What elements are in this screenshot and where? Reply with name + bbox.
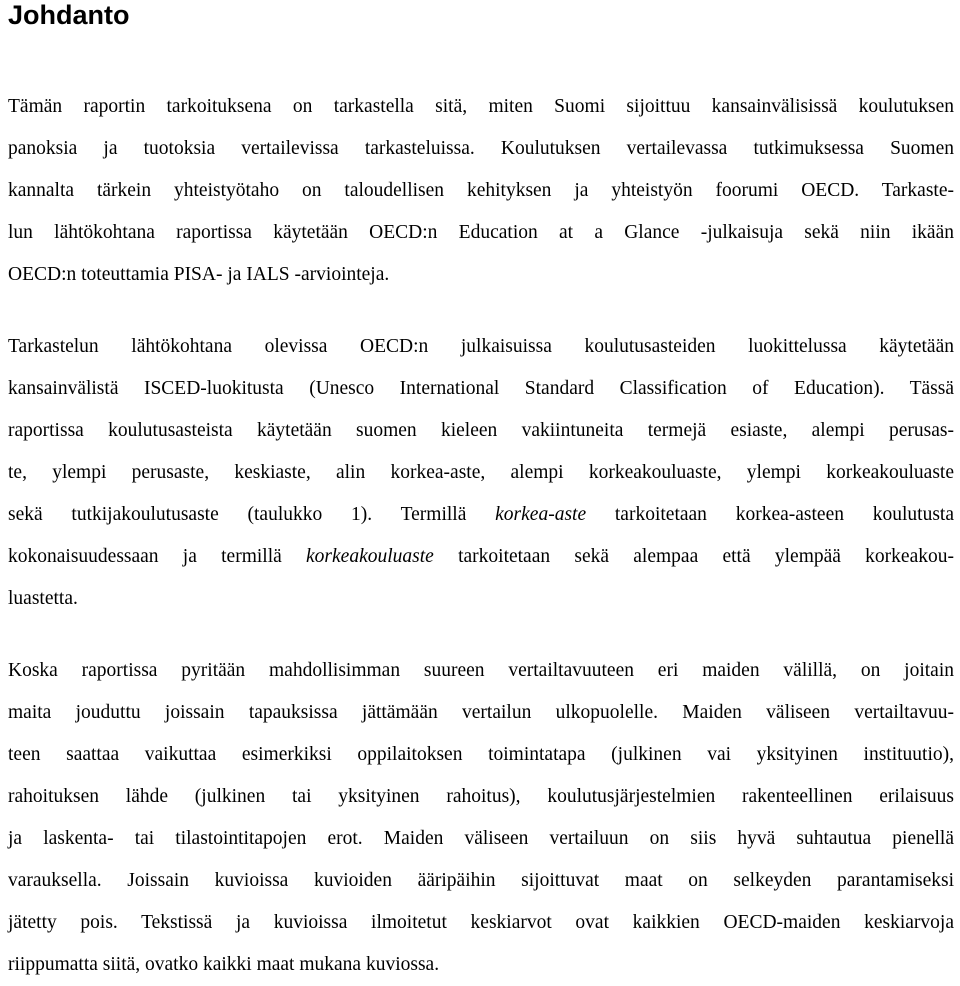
document-page (8, 0, 954, 986)
text-line: te, ylempi perusaste, keskiaste, alin korkea-aste, alempi korkeakouluaste, ylempi korkeakouluaste (8, 462, 954, 483)
text-line: jätetty pois. Tekstissä ja kuvioissa ilmoitetut keskiarvot ovat kaikkien OECD-maiden keskiarvoja (8, 912, 954, 933)
text-line: OECD:n toteuttamia PISA- ja IALS -arviointeja. (8, 264, 390, 285)
text-line: lun lähtökohtana raportissa käytetään OECD:n Education at a Glance -julkaisuja sekä niin ikään (8, 222, 954, 243)
text-run: tarkoitetaan sekä alempaa että ylempää korkeakou- (433, 546, 954, 567)
text-line: kannalta tärkein yhteistyötaho on taloudellisen kehityksen ja yhteistyön foorumi OECD. Tarkaste- (8, 180, 954, 201)
text-line: kansainvälistä ISCED-luokitusta (Unesco International Standard Classification of Education). Tässä (8, 378, 954, 399)
text-run: kokonaisuudessaan ja termillä (8, 546, 307, 567)
text-line (8, 536, 954, 578)
text-line (8, 494, 954, 536)
italic-term: korkeakouluaste (306, 546, 434, 567)
text-line: Tämän raportin tarkoituksena on tarkastella sitä, miten Suomi sijoittuu kansainvälisissä koulutuksen (8, 96, 954, 117)
text-line: Tarkastelun lähtökohtana olevissa OECD:n julkaisuissa koulutusasteiden luokittelussa käytetään (8, 336, 954, 357)
text-line: riippumatta siitä, ovatko kaikki maat mukana kuviossa. (8, 954, 440, 975)
text-line: ja laskenta- tai tilastointitapojen erot. Maiden väliseen vertailuun on siis hyvä suhtautua pienellä (8, 828, 954, 849)
paragraph-intro (8, 86, 954, 296)
text-line: maita jouduttu joissain tapauksissa jättämään vertailun ulkopuolelle. Maiden väliseen vertailtavuu- (8, 702, 954, 723)
text-run: tarkoitetaan korkea-asteen koulutusta (586, 504, 954, 525)
paragraph-comparability (8, 650, 954, 986)
text-line: Koska raportissa pyritään mahdollisimman suureen vertailtavuuteen eri maiden välillä, on joitain (8, 660, 954, 681)
text-run: sekä tutkijakoulutusaste (taulukko 1). Termillä (8, 504, 496, 525)
page-title: Johdanto (8, 0, 130, 30)
text-line: panoksia ja tuotoksia vertailevissa tarkasteluissa. Koulutuksen vertailevassa tutkimuksessa Suomen (8, 138, 954, 159)
italic-term: korkea-aste (495, 504, 587, 525)
text-line: raportissa koulutusasteista käytetään suomen kieleen vakiintuneita termejä esiaste, alempi perusas- (8, 420, 954, 441)
text-line: teen saattaa vaikuttaa esimerkiksi oppilaitoksen toimintatapa (julkinen vai yksityinen instituutio), (8, 744, 954, 765)
paragraph-classification (8, 326, 954, 620)
text-line: varauksella. Joissain kuvioissa kuvioiden ääripäihin sijoittuvat maat on selkeyden parantamiseksi (8, 870, 954, 891)
text-line: rahoituksen lähde (julkinen tai yksityinen rahoitus), koulutusjärjestelmien rakenteellinen erilaisuus (8, 786, 954, 807)
text-line: luastetta. (8, 588, 78, 609)
